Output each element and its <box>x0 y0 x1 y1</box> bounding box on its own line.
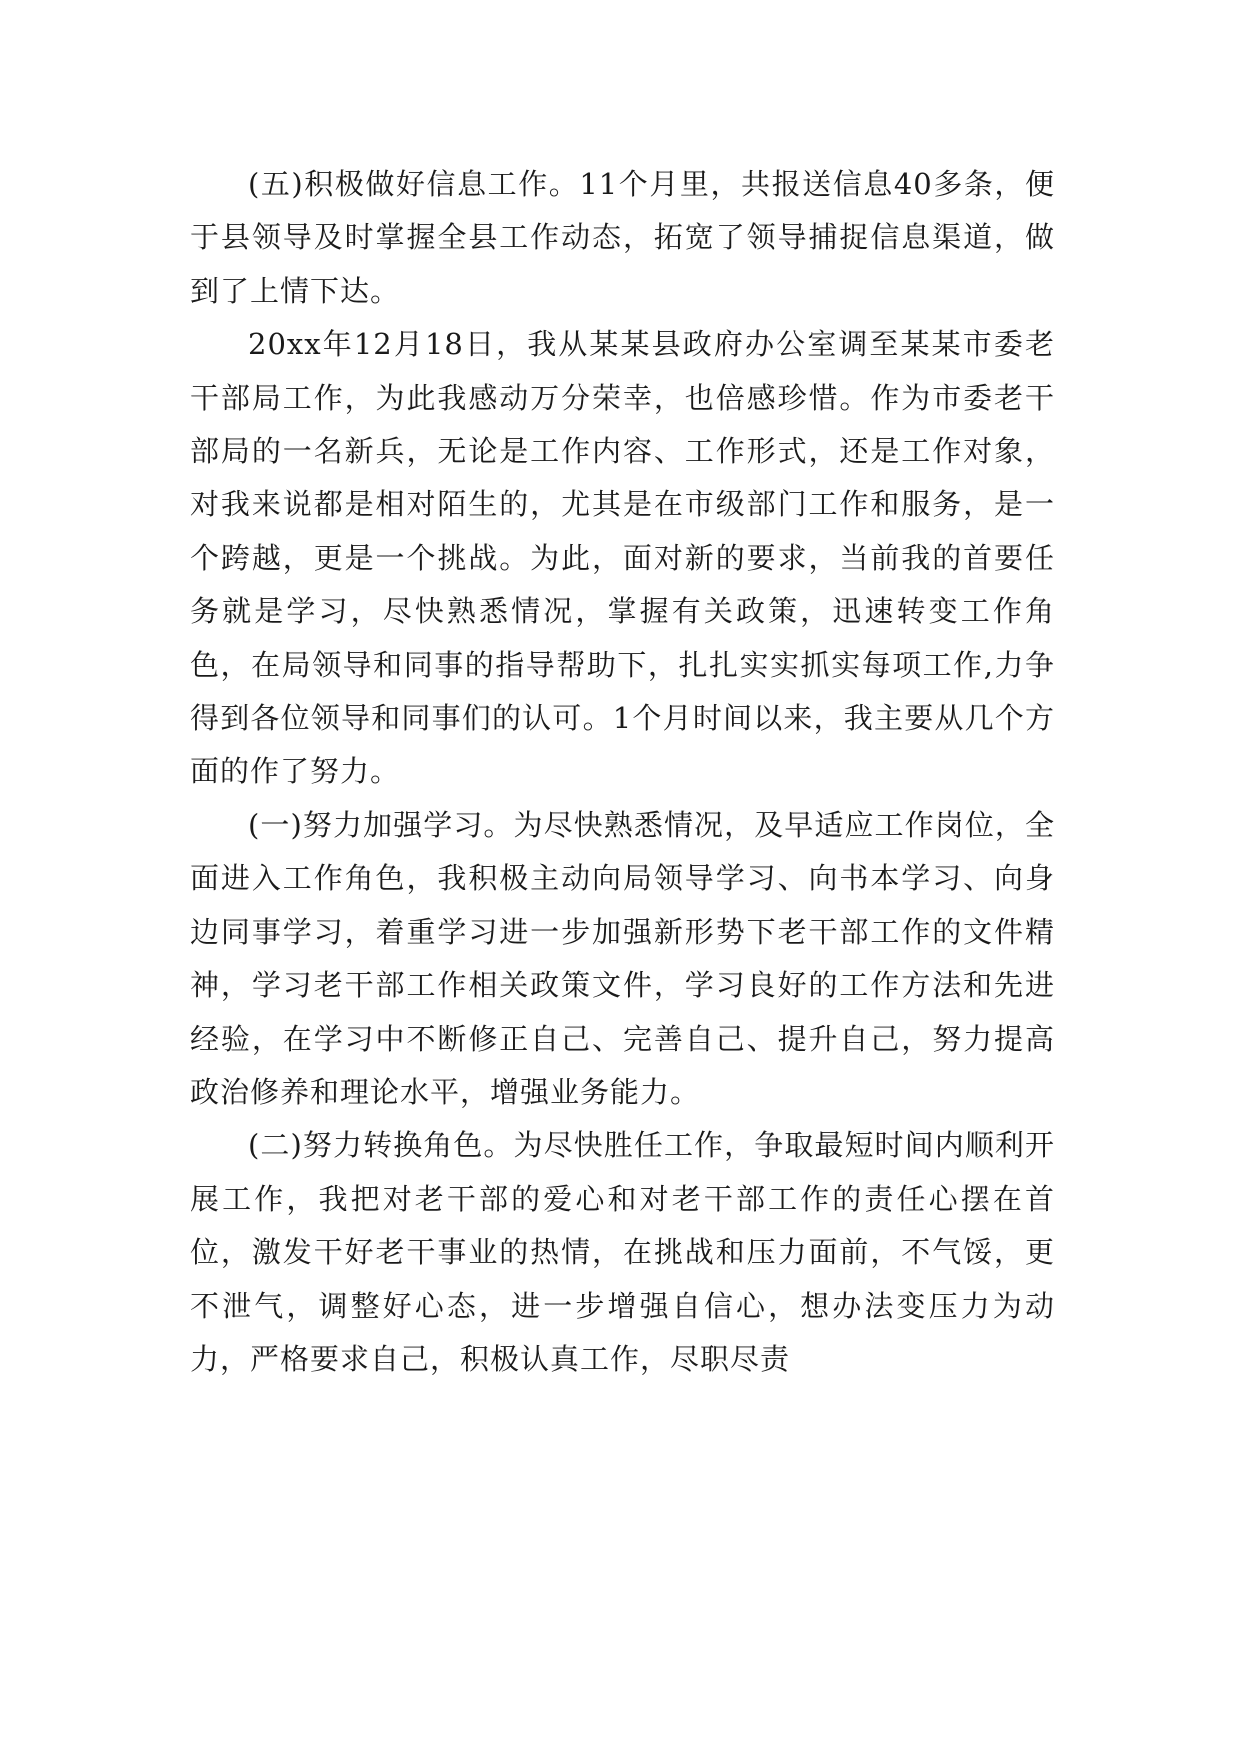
paragraph-strengthen-learning: (一)努力加强学习。为尽快熟悉情况，及早适应工作岗位，全面进入工作角色，我积极主动向局领导学习、向书本学习、向身边同事学习，着重学习进一步加强新形势下老干部工作的文件精神，学习老干部工作相关政策文件，学习良好的工作方法和先进经验，在学习中不断修正自己、完善自己、提升自己，努力提高政治修养和理论水平，增强业务能力。 <box>190 807 1055 1109</box>
paragraph-transfer-intro: 20xx年12月18日，我从某某县政府办公室调至某某市委老干部局工作，为此我感动万分荣幸，也倍感珍惜。作为市委老干部局的一名新兵，无论是工作内容、工作形式，还是工作对象，对我来说都是相对陌生的，尤其是在市级部门工作和服务，是一个跨越，更是一个挑战。为此，面对新的要求，当前我的首要任务就是学习，尽快熟悉情况，掌握有关政策，迅速转变工作角色，在局领导和同事的指导帮助下，扎扎实实抓实每项工作,力争得到各位领导和同事们的认可。1个月时间以来，我主要从几个方面的作了努力。 <box>190 327 1055 789</box>
paragraph-information-work: (五)积极做好信息工作。11个月里，共报送信息40多条，便于县领导及时掌握全县工作动态，拓宽了领导捕捉信息渠道，做到了上情下达。 <box>190 167 1055 308</box>
paragraph-change-role: (二)努力转换角色。为尽快胜任工作，争取最短时间内顺利开展工作，我把对老干部的爱心和对老干部工作的责任心摆在首位，激发干好老干事业的热情，在挑战和压力面前，不气馁，更不泄气，调整好心态，进一步增强自信心，想办法变压力为动力，严格要求自己，积极认真工作，尽职尽责 <box>190 1128 1055 1376</box>
document-body <box>190 158 1055 1386</box>
